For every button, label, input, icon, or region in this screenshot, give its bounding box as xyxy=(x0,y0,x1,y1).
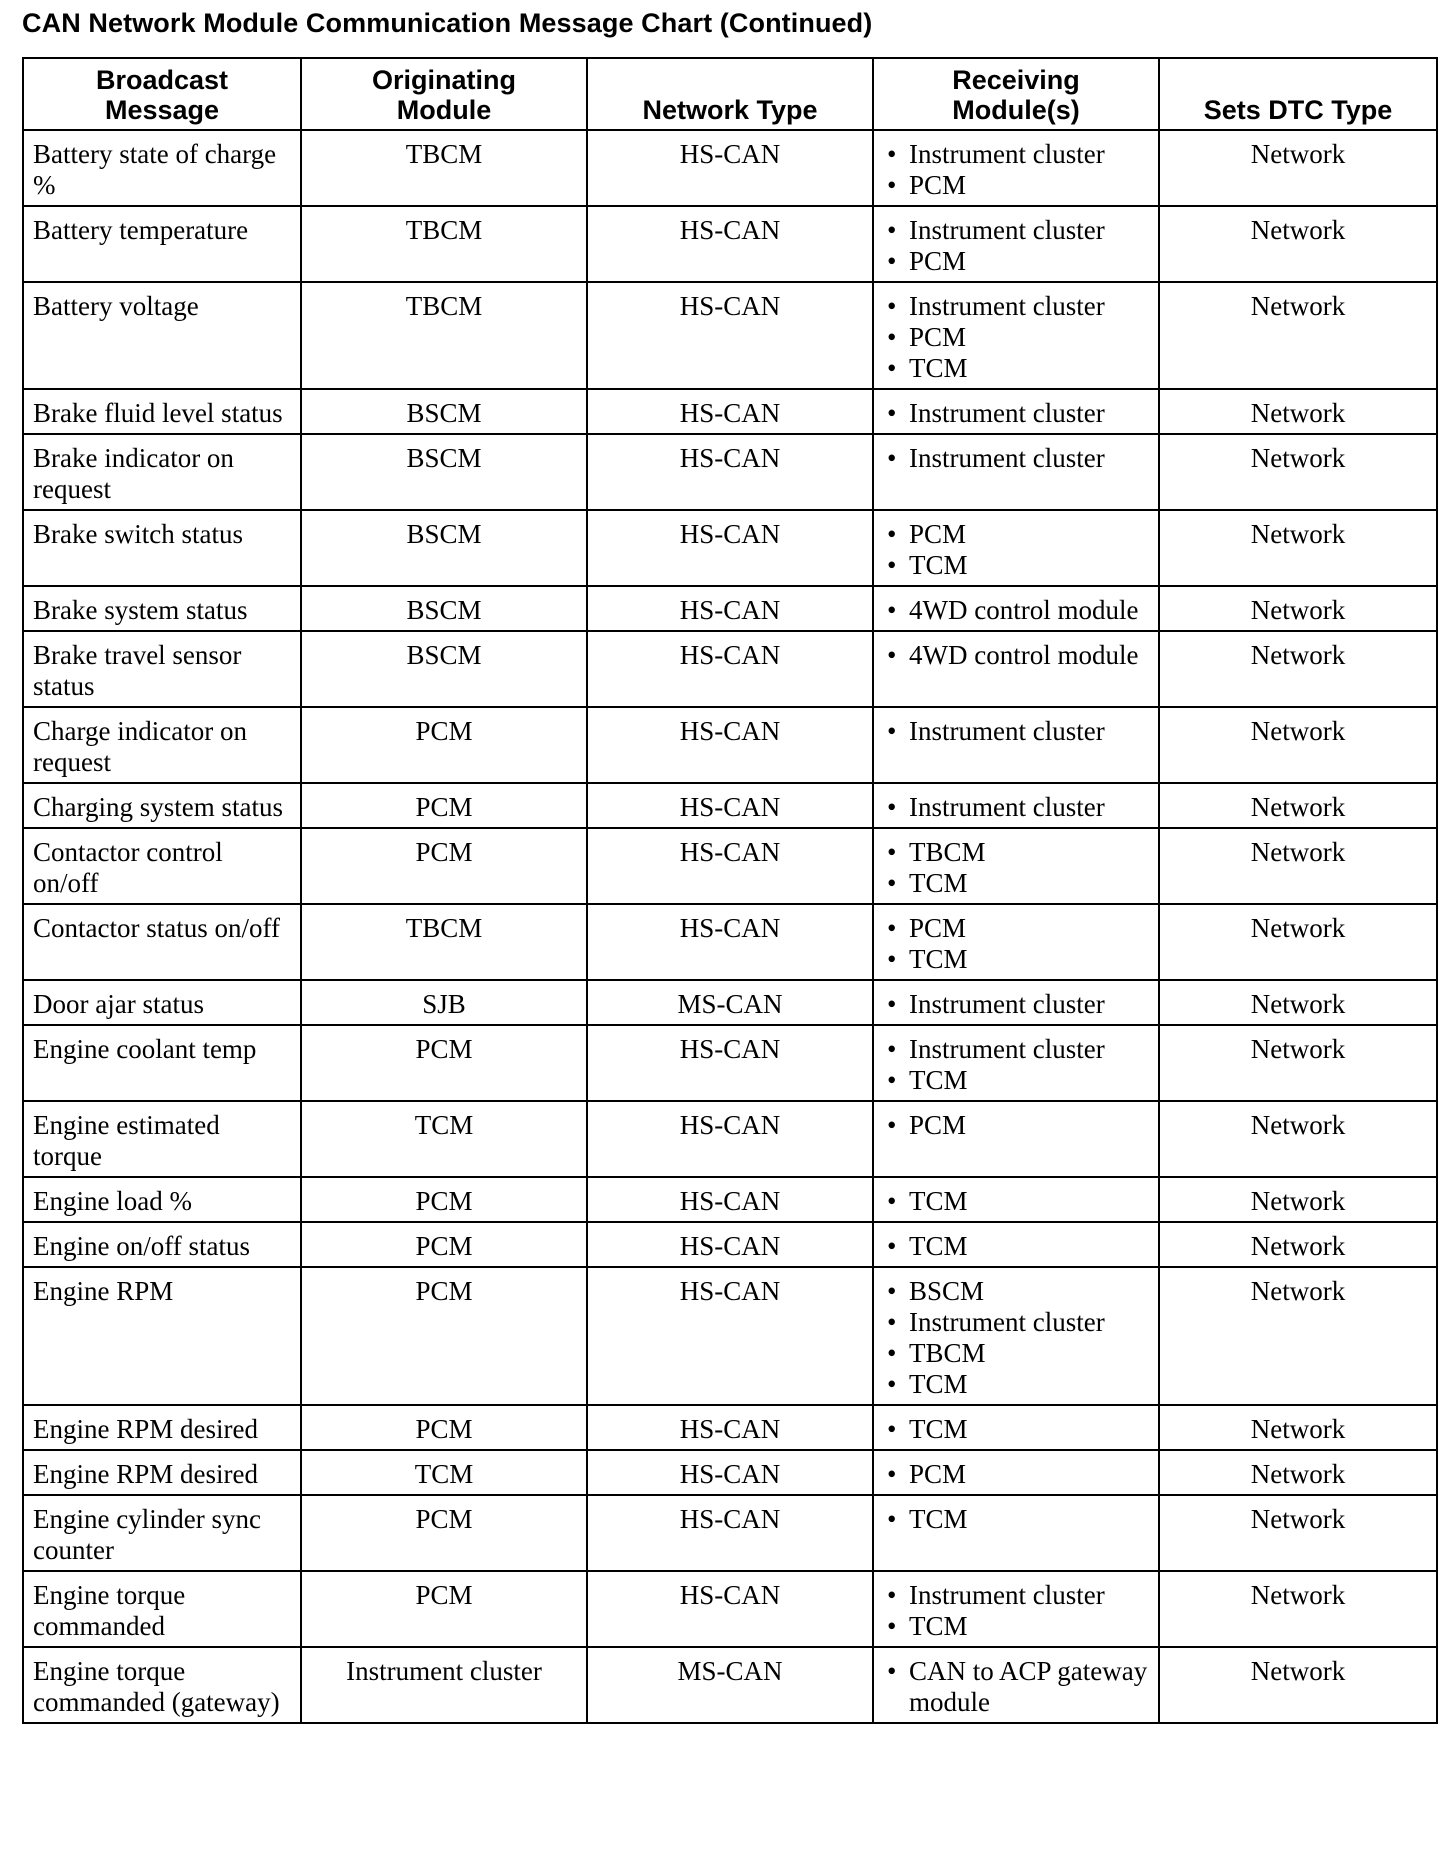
broadcast-message-cell: Engine estimated torque xyxy=(23,1101,301,1177)
receiving-modules-list xyxy=(882,595,1150,626)
receiving-modules-cell xyxy=(873,1025,1159,1101)
table-row xyxy=(23,1495,1437,1571)
broadcast-message-cell: Battery temperature xyxy=(23,206,301,282)
broadcast-message-cell: Charge indicator on request xyxy=(23,707,301,783)
receiving-modules-cell xyxy=(873,1222,1159,1267)
receiving-modules-cell xyxy=(873,1571,1159,1647)
sets-dtc-type-cell: Network xyxy=(1159,434,1437,510)
receiving-modules-cell xyxy=(873,707,1159,783)
table-row xyxy=(23,510,1437,586)
sets-dtc-type-cell: Network xyxy=(1159,1025,1437,1101)
receiving-module-item: • TCM xyxy=(882,1231,1150,1262)
originating-module-cell: SJB xyxy=(301,980,587,1025)
sets-dtc-type-cell: Network xyxy=(1159,1450,1437,1495)
table-row xyxy=(23,434,1437,510)
originating-module-cell: Instrument cluster xyxy=(301,1647,587,1723)
sets-dtc-type-cell: Network xyxy=(1159,1495,1437,1571)
table-row xyxy=(23,707,1437,783)
receiving-modules-cell xyxy=(873,282,1159,389)
table-row xyxy=(23,980,1437,1025)
receiving-module-item: • CAN to ACP gateway module xyxy=(882,1656,1150,1718)
receiving-modules-cell xyxy=(873,1450,1159,1495)
receiving-modules-cell xyxy=(873,389,1159,434)
receiving-modules-cell xyxy=(873,1267,1159,1405)
receiving-modules-list xyxy=(882,1504,1150,1535)
network-type-cell: HS-CAN xyxy=(587,783,873,828)
receiving-module-item: • PCM xyxy=(882,1110,1150,1141)
receiving-modules-cell xyxy=(873,1177,1159,1222)
originating-module-cell: BSCM xyxy=(301,586,587,631)
network-type-cell: HS-CAN xyxy=(587,1101,873,1177)
originating-module-cell: PCM xyxy=(301,1571,587,1647)
table-row xyxy=(23,1571,1437,1647)
table-row xyxy=(23,1025,1437,1101)
broadcast-message-cell: Contactor control on/off xyxy=(23,828,301,904)
receiving-module-item: • TCM xyxy=(882,944,1150,975)
broadcast-message-cell: Engine RPM xyxy=(23,1267,301,1405)
sets-dtc-type-cell: Network xyxy=(1159,510,1437,586)
network-type-cell: HS-CAN xyxy=(587,1571,873,1647)
sets-dtc-type-cell: Network xyxy=(1159,206,1437,282)
broadcast-message-cell: Engine RPM desired xyxy=(23,1405,301,1450)
receiving-module-item: • Instrument cluster xyxy=(882,1580,1150,1611)
network-type-cell: HS-CAN xyxy=(587,631,873,707)
table-row xyxy=(23,206,1437,282)
network-type-cell: HS-CAN xyxy=(587,1405,873,1450)
table-row xyxy=(23,586,1437,631)
network-type-cell: HS-CAN xyxy=(587,707,873,783)
originating-module-cell: PCM xyxy=(301,707,587,783)
receiving-modules-list xyxy=(882,837,1150,899)
originating-module-cell: TBCM xyxy=(301,904,587,980)
receiving-modules-list xyxy=(882,716,1150,747)
broadcast-message-cell: Contactor status on/off xyxy=(23,904,301,980)
originating-module-cell: PCM xyxy=(301,1495,587,1571)
network-type-cell: HS-CAN xyxy=(587,282,873,389)
network-type-cell: HS-CAN xyxy=(587,206,873,282)
receiving-modules-list xyxy=(882,913,1150,975)
broadcast-message-cell: Brake system status xyxy=(23,586,301,631)
originating-module-cell: PCM xyxy=(301,1405,587,1450)
receiving-modules-list xyxy=(882,1034,1150,1096)
receiving-modules-list xyxy=(882,1459,1150,1490)
table-row xyxy=(23,828,1437,904)
receiving-module-item: • TCM xyxy=(882,1369,1150,1400)
sets-dtc-type-cell: Network xyxy=(1159,1571,1437,1647)
network-type-cell: HS-CAN xyxy=(587,1025,873,1101)
receiving-modules-cell xyxy=(873,1405,1159,1450)
network-type-cell: HS-CAN xyxy=(587,1495,873,1571)
network-type-cell: HS-CAN xyxy=(587,828,873,904)
sets-dtc-type-cell: Network xyxy=(1159,586,1437,631)
sets-dtc-type-cell: Network xyxy=(1159,1267,1437,1405)
receiving-module-item: • TCM xyxy=(882,868,1150,899)
receiving-modules-list xyxy=(882,139,1150,201)
broadcast-message-cell: Engine coolant temp xyxy=(23,1025,301,1101)
receiving-modules-list xyxy=(882,1276,1150,1400)
table-row xyxy=(23,1222,1437,1267)
network-type-cell: MS-CAN xyxy=(587,980,873,1025)
originating-module-cell: TBCM xyxy=(301,206,587,282)
network-type-cell: HS-CAN xyxy=(587,1222,873,1267)
receiving-modules-list xyxy=(882,215,1150,277)
receiving-modules-cell xyxy=(873,631,1159,707)
receiving-modules-list xyxy=(882,792,1150,823)
sets-dtc-type-cell: Network xyxy=(1159,904,1437,980)
receiving-modules-list xyxy=(882,291,1150,384)
receiving-module-item: • PCM xyxy=(882,1459,1150,1490)
header-row xyxy=(23,58,1437,130)
network-type-cell: HS-CAN xyxy=(587,904,873,980)
sets-dtc-type-cell: Network xyxy=(1159,130,1437,206)
header-receiving-modules: Receiving Module(s) xyxy=(873,58,1159,130)
network-type-cell: HS-CAN xyxy=(587,130,873,206)
sets-dtc-type-cell: Network xyxy=(1159,1101,1437,1177)
receiving-modules-cell xyxy=(873,206,1159,282)
network-type-cell: HS-CAN xyxy=(587,586,873,631)
originating-module-cell: PCM xyxy=(301,828,587,904)
receiving-module-item: • 4WD control module xyxy=(882,595,1150,626)
receiving-modules-list xyxy=(882,1414,1150,1445)
broadcast-message-cell: Engine RPM desired xyxy=(23,1450,301,1495)
receiving-module-item: • TCM xyxy=(882,1186,1150,1217)
originating-module-cell: PCM xyxy=(301,1267,587,1405)
receiving-module-item: • Instrument cluster xyxy=(882,443,1150,474)
receiving-modules-cell xyxy=(873,434,1159,510)
broadcast-message-cell: Engine load % xyxy=(23,1177,301,1222)
table-row xyxy=(23,1405,1437,1450)
broadcast-message-cell: Engine torque commanded xyxy=(23,1571,301,1647)
receiving-module-item: • TCM xyxy=(882,550,1150,581)
page-title: CAN Network Module Communication Message Chart (Continued) xyxy=(22,8,873,38)
network-type-cell: HS-CAN xyxy=(587,389,873,434)
table-row xyxy=(23,1647,1437,1723)
receiving-module-item: • TBCM xyxy=(882,837,1150,868)
chart-body xyxy=(23,130,1437,1723)
sets-dtc-type-cell: Network xyxy=(1159,631,1437,707)
originating-module-cell: BSCM xyxy=(301,631,587,707)
receiving-modules-list xyxy=(882,1580,1150,1642)
receiving-module-item: • PCM xyxy=(882,322,1150,353)
broadcast-message-cell: Door ajar status xyxy=(23,980,301,1025)
receiving-module-item: • Instrument cluster xyxy=(882,215,1150,246)
receiving-modules-list xyxy=(882,640,1150,671)
network-type-cell: HS-CAN xyxy=(587,510,873,586)
originating-module-cell: PCM xyxy=(301,1222,587,1267)
sets-dtc-type-cell: Network xyxy=(1159,828,1437,904)
originating-module-cell: TCM xyxy=(301,1101,587,1177)
table-row xyxy=(23,1101,1437,1177)
originating-module-cell: PCM xyxy=(301,1025,587,1101)
receiving-module-item: • TCM xyxy=(882,1611,1150,1642)
receiving-module-item: • PCM xyxy=(882,170,1150,201)
receiving-module-item: • BSCM xyxy=(882,1276,1150,1307)
receiving-modules-list xyxy=(882,519,1150,581)
network-type-cell: MS-CAN xyxy=(587,1647,873,1723)
sets-dtc-type-cell: Network xyxy=(1159,1177,1437,1222)
sets-dtc-type-cell: Network xyxy=(1159,980,1437,1025)
header-originating-module: Originating Module xyxy=(301,58,587,130)
header-broadcast-message: Broadcast Message xyxy=(23,58,301,130)
table-row xyxy=(23,130,1437,206)
receiving-module-item: • PCM xyxy=(882,246,1150,277)
receiving-module-item: • Instrument cluster xyxy=(882,792,1150,823)
originating-module-cell: TBCM xyxy=(301,130,587,206)
network-type-cell: HS-CAN xyxy=(587,434,873,510)
broadcast-message-cell: Engine torque commanded (gateway) xyxy=(23,1647,301,1723)
originating-module-cell: PCM xyxy=(301,1177,587,1222)
receiving-modules-list xyxy=(882,398,1150,429)
receiving-modules-cell xyxy=(873,783,1159,828)
receiving-modules-cell xyxy=(873,130,1159,206)
sets-dtc-type-cell: Network xyxy=(1159,1222,1437,1267)
table-row xyxy=(23,1450,1437,1495)
broadcast-message-cell: Brake travel sensor status xyxy=(23,631,301,707)
receiving-modules-cell xyxy=(873,1101,1159,1177)
broadcast-message-cell: Brake fluid level status xyxy=(23,389,301,434)
table-row xyxy=(23,631,1437,707)
receiving-module-item: • PCM xyxy=(882,913,1150,944)
receiving-module-item: • TCM xyxy=(882,1065,1150,1096)
receiving-modules-list xyxy=(882,1656,1150,1718)
receiving-modules-list xyxy=(882,443,1150,474)
receiving-module-item: • PCM xyxy=(882,519,1150,550)
table-row xyxy=(23,1177,1437,1222)
receiving-module-item: • Instrument cluster xyxy=(882,398,1150,429)
originating-module-cell: TCM xyxy=(301,1450,587,1495)
broadcast-message-cell: Brake indicator on request xyxy=(23,434,301,510)
receiving-module-item: • TCM xyxy=(882,1414,1150,1445)
sets-dtc-type-cell: Network xyxy=(1159,1647,1437,1723)
sets-dtc-type-cell: Network xyxy=(1159,282,1437,389)
network-type-cell: HS-CAN xyxy=(587,1177,873,1222)
sets-dtc-type-cell: Network xyxy=(1159,707,1437,783)
receiving-modules-cell xyxy=(873,828,1159,904)
originating-module-cell: TBCM xyxy=(301,282,587,389)
header-sets-dtc-type: Sets DTC Type xyxy=(1159,58,1437,130)
receiving-module-item: • Instrument cluster xyxy=(882,1307,1150,1338)
receiving-modules-list xyxy=(882,1231,1150,1262)
sets-dtc-type-cell: Network xyxy=(1159,389,1437,434)
receiving-module-item: • TBCM xyxy=(882,1338,1150,1369)
receiving-modules-cell xyxy=(873,1495,1159,1571)
table-row xyxy=(23,282,1437,389)
network-type-cell: HS-CAN xyxy=(587,1450,873,1495)
network-type-cell: HS-CAN xyxy=(587,1267,873,1405)
table-row xyxy=(23,1267,1437,1405)
receiving-module-item: • Instrument cluster xyxy=(882,1034,1150,1065)
receiving-modules-cell xyxy=(873,586,1159,631)
originating-module-cell: BSCM xyxy=(301,510,587,586)
receiving-modules-cell xyxy=(873,1647,1159,1723)
receiving-module-item: • TCM xyxy=(882,1504,1150,1535)
header-network-type: Network Type xyxy=(587,58,873,130)
receiving-modules-list xyxy=(882,1110,1150,1141)
originating-module-cell: PCM xyxy=(301,783,587,828)
broadcast-message-cell: Charging system status xyxy=(23,783,301,828)
table-row xyxy=(23,389,1437,434)
receiving-module-item: • Instrument cluster xyxy=(882,716,1150,747)
sets-dtc-type-cell: Network xyxy=(1159,783,1437,828)
message-chart-table xyxy=(22,57,1438,1724)
broadcast-message-cell: Battery state of charge % xyxy=(23,130,301,206)
receiving-modules-list xyxy=(882,1186,1150,1217)
receiving-module-item: • TCM xyxy=(882,353,1150,384)
receiving-module-item: • Instrument cluster xyxy=(882,989,1150,1020)
table-row xyxy=(23,904,1437,980)
sets-dtc-type-cell: Network xyxy=(1159,1405,1437,1450)
originating-module-cell: BSCM xyxy=(301,434,587,510)
broadcast-message-cell: Engine cylinder sync counter xyxy=(23,1495,301,1571)
receiving-modules-cell xyxy=(873,904,1159,980)
broadcast-message-cell: Battery voltage xyxy=(23,282,301,389)
receiving-modules-list xyxy=(882,989,1150,1020)
receiving-module-item: • Instrument cluster xyxy=(882,291,1150,322)
receiving-modules-cell xyxy=(873,510,1159,586)
receiving-module-item: • Instrument cluster xyxy=(882,139,1150,170)
broadcast-message-cell: Brake switch status xyxy=(23,510,301,586)
receiving-module-item: • 4WD control module xyxy=(882,640,1150,671)
table-row xyxy=(23,783,1437,828)
broadcast-message-cell: Engine on/off status xyxy=(23,1222,301,1267)
receiving-modules-cell xyxy=(873,980,1159,1025)
originating-module-cell: BSCM xyxy=(301,389,587,434)
